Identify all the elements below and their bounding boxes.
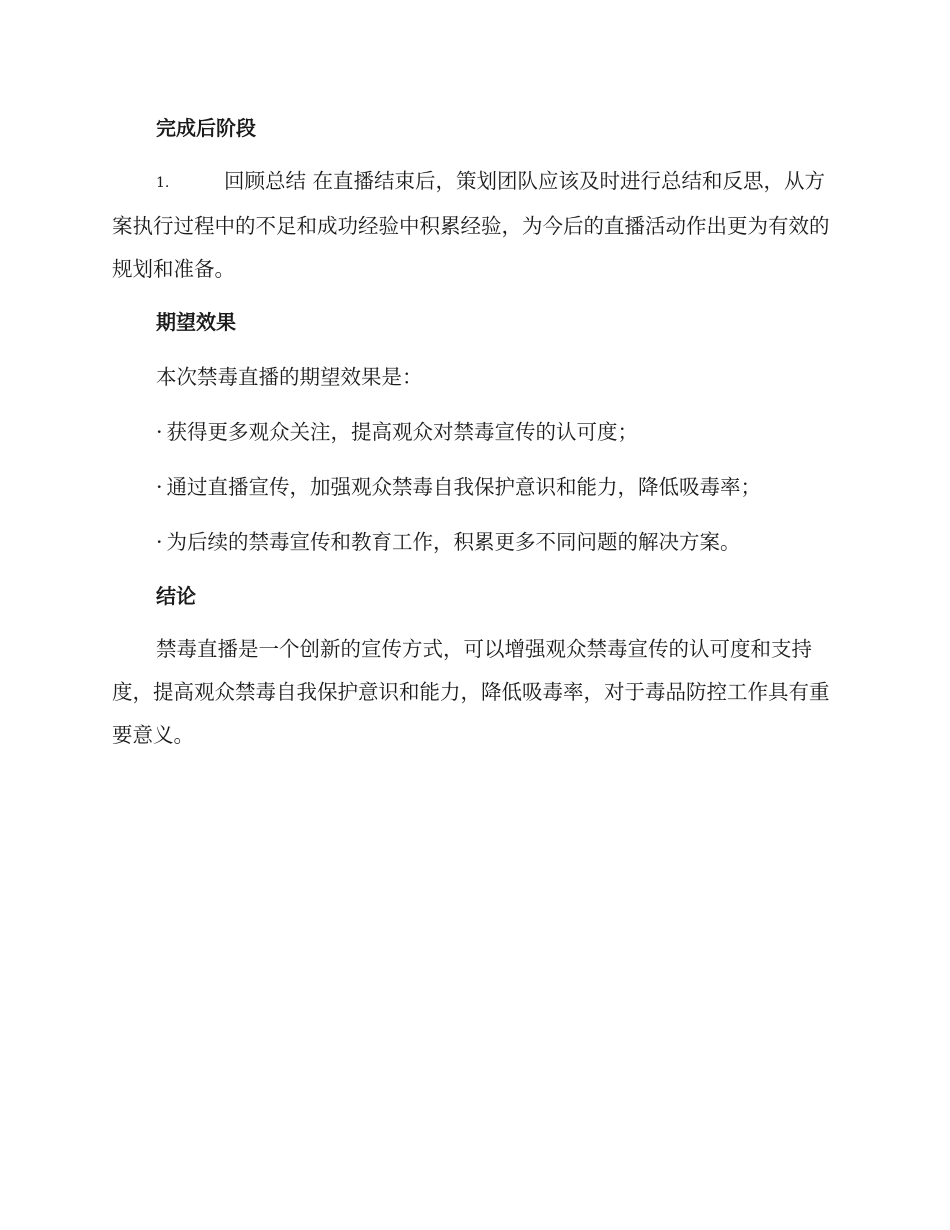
section-heading-expected-effects: 期望效果: [156, 310, 236, 334]
bullet-text: 为后续的禁毒宣传和教育工作，积累更多不同问题的解决方案。: [166, 530, 741, 554]
bullet-icon: ·: [156, 420, 163, 444]
section-heading-complete: 完成后阶段: [156, 116, 256, 140]
review-summary-title: 回顾总结: [224, 169, 306, 193]
list-item: [156, 528, 741, 556]
bullet-icon: ·: [156, 530, 163, 554]
bullet-text: 通过直播宣传，加强观众禁毒自我保护意识和能力，降低吸毒率；: [166, 475, 762, 499]
review-summary-paragraph: [112, 160, 838, 291]
section-heading-conclusion: 结论: [156, 584, 196, 608]
list-item: [156, 473, 761, 501]
list-number: 1.: [156, 175, 170, 191]
list-item: [156, 418, 638, 446]
expected-effects-intro: 本次禁毒直播的期望效果是：: [156, 365, 423, 389]
bullet-icon: ·: [156, 475, 163, 499]
conclusion-paragraph: 禁毒直播是一个创新的宣传方式，可以增强观众禁毒宣传的认可度和支持度，提高观众禁毒自我保护意识和能力，降低吸毒率，对于毒品防控工作具有重要意义。: [112, 637, 830, 747]
review-summary-text: 在直播结束后，策划团队应该及时进行总结和反思，从方案执行过程中的不足和成功经验中积累经验，为今后的直播活动作出更为有效的规划和准备。: [112, 169, 830, 281]
bullet-text: 获得更多观众关注，提高观众对禁毒宣传的认可度；: [166, 420, 639, 444]
